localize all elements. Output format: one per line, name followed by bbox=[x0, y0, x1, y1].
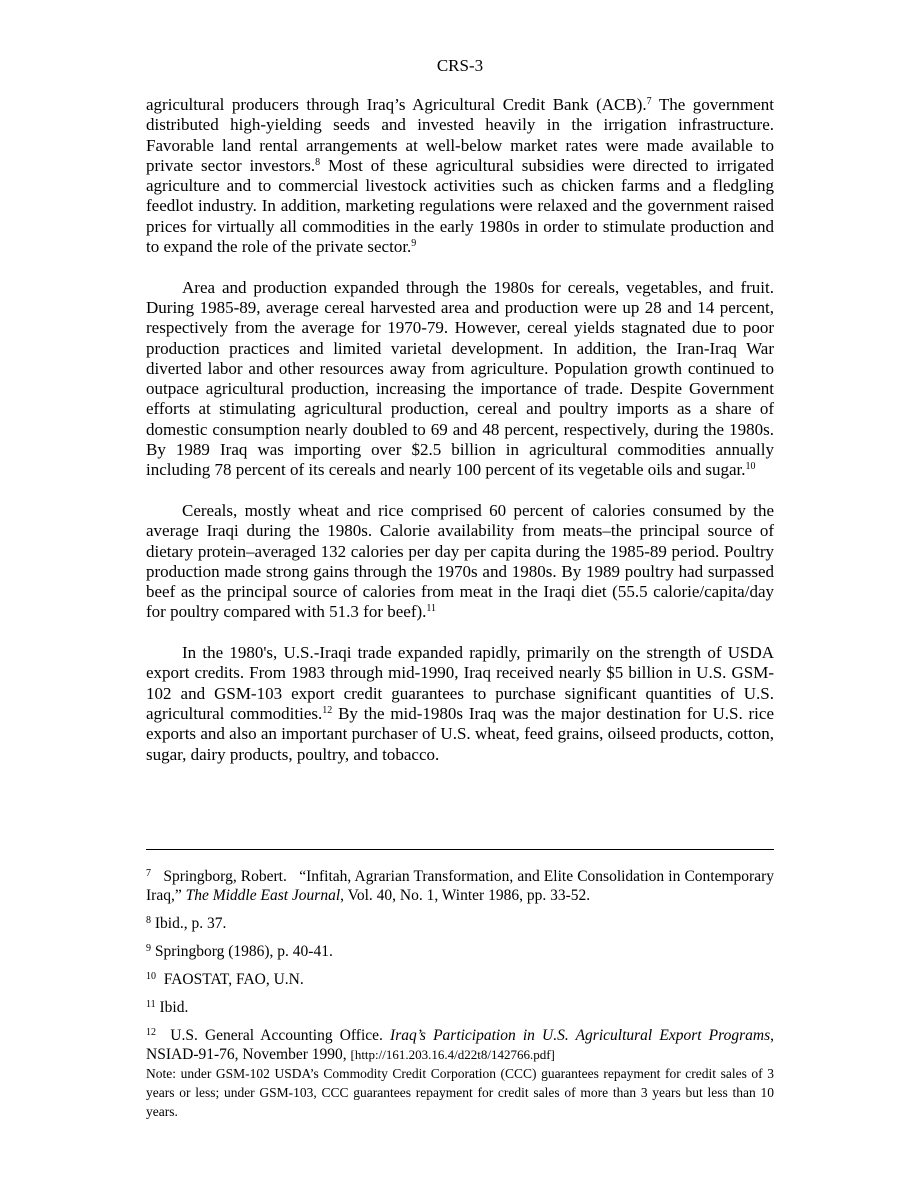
footnote-number: 10 bbox=[146, 971, 156, 982]
footnote-ref: 7 bbox=[646, 96, 652, 107]
footnote-journal-title: The Middle East Journal bbox=[185, 887, 341, 904]
paragraph-text: In the 1980's, U.S.-Iraqi trade expanded rapidly, primarily on the strength of USDA export credits. From 1983 through mid-1990, Iraq received nearly $5 billion in U.S. GSM-102 and GSM-103 export credit guarantees to purchase significant quantities of U.S. agricultural commodities. bbox=[146, 643, 774, 723]
footnote-12-note: Note: under GSM-102 USDA’s Commodity Credit Corporation (CCC) guarantees repayment for credit sales of 3 years or less; under GSM-103, CCC guarantees repayment for credit sales of more than 3 years but less than 10 years. bbox=[146, 1066, 774, 1119]
paragraph-text: By the mid-1980s Iraq was the major destination for U.S. rice exports and also an important purchaser of U.S. wheat, feed grains, oilseed products, cotton, sugar, dairy products, poultry, and tobacco. bbox=[146, 703, 774, 764]
paragraph-text: Cereals, mostly wheat and rice comprised 60 percent of calories consumed by the average Iraqi during the 1980s. Calorie availability from meats–the principal source of dietary protein–averaged 132 calories per day per capita during the 1985-89 period. Poultry production made strong gains through the 1970s and 1980s. By 1989 poultry had surpassed beef as the principal source of calories from meat in the Iraqi diet (55.5 calorie/capita/day for poultry compared with 51.3 for beef). bbox=[146, 500, 774, 622]
page-header: CRS-3 bbox=[436, 56, 484, 75]
footnote-text: Ibid. bbox=[155, 999, 189, 1016]
footnote-text: Springborg (1986), p. 40-41. bbox=[151, 943, 333, 960]
footnote-text: , Vol. 40, No. 1, Winter 1986, pp. 33-52. bbox=[340, 887, 591, 904]
footnotes bbox=[146, 867, 778, 1121]
footnote-ref: 12 bbox=[322, 704, 333, 716]
footnote-10 bbox=[146, 970, 774, 989]
paragraph-text: Most of these agricultural subsidies were directed to irrigated agriculture and to commercial livestock activities such as chicken farms and a fledgling feedlot industry. In addition, marketing regulations were relaxed and the government raised prices for virtually all commodities in the early 1980s in order to stimulate production and to expand the role of the private sector. bbox=[146, 155, 774, 257]
footnote-number: 11 bbox=[146, 999, 156, 1010]
footnote-ref: 11 bbox=[426, 603, 437, 615]
footnote-12 bbox=[146, 1026, 774, 1064]
footnote-report-title: Iraq’s Participation in U.S. Agricultural Export Programs bbox=[390, 1027, 771, 1044]
footnote-7 bbox=[146, 867, 778, 905]
footnote-url: [http://161.203.16.4/d22t8/142766.pdf] bbox=[350, 1047, 555, 1062]
paragraph-text: The government distributed high-yielding seeds and invested heavily in the irrigation infrastructure. Favorable land rental arrangements at well-below market rates were made available to private sector investors. bbox=[146, 95, 774, 175]
footnote-8 bbox=[146, 914, 774, 933]
footnote-number: 12 bbox=[146, 1027, 156, 1038]
footnote-11 bbox=[146, 998, 774, 1017]
footnote-text: Ibid., p. 37. bbox=[151, 915, 227, 932]
footnote-number: 9 bbox=[146, 943, 151, 954]
footnote-text: Springborg, Robert. “Infitah, Agrarian Transformation, and Elite Consolidation in Contemporary Iraq,” bbox=[146, 868, 778, 904]
paragraph-4 bbox=[146, 643, 774, 765]
paragraph-2 bbox=[146, 278, 774, 481]
body-text bbox=[146, 95, 774, 765]
footnote-ref: 10 bbox=[745, 461, 756, 473]
footnote-ref: 9 bbox=[411, 238, 417, 250]
footnote-number: 7 bbox=[146, 868, 151, 879]
paragraph-text: agricultural producers through Iraq’s Agricultural Credit Bank (ACB). bbox=[146, 95, 647, 114]
footnote-ref: 8 bbox=[315, 156, 321, 168]
footnote-9 bbox=[146, 942, 774, 961]
footnote-text: FAOSTAT, FAO, U.N. bbox=[156, 971, 304, 988]
footnote-text: , NSIAD-91-76, November 1990, bbox=[146, 1027, 774, 1063]
footnote-text: U.S. General Accounting Office. bbox=[156, 1027, 391, 1044]
paragraph-text: Area and production expanded through the 1980s for cereals, vegetables, and fruit. During 1985-89, average cereal harvested area and production were up 28 and 14 percent, respectively from the average for 1970-79. However, cereal yields stagnated due to poor production practices and limited varietal development. In addition, the Iran-Iraq War diverted labor and other resources away from agriculture. Population growth continued to outpace agricultural production, increasing the importance of trade. Despite Government efforts at stimulating agricultural production, cereal and poultry imports as a share of domestic consumption nearly doubled to 69 and 48 percent, respectively, during the 1980s. By 1989 Iraq was importing over $2.5 billion in agricultural commodities annually including 78 percent of its cereals and nearly 100 percent of its vegetable oils and sugar. bbox=[146, 277, 774, 480]
footnote-number: 8 bbox=[146, 915, 151, 926]
paragraph-1 bbox=[146, 95, 774, 257]
footnote-divider bbox=[146, 849, 774, 850]
paragraph-3 bbox=[146, 501, 774, 623]
